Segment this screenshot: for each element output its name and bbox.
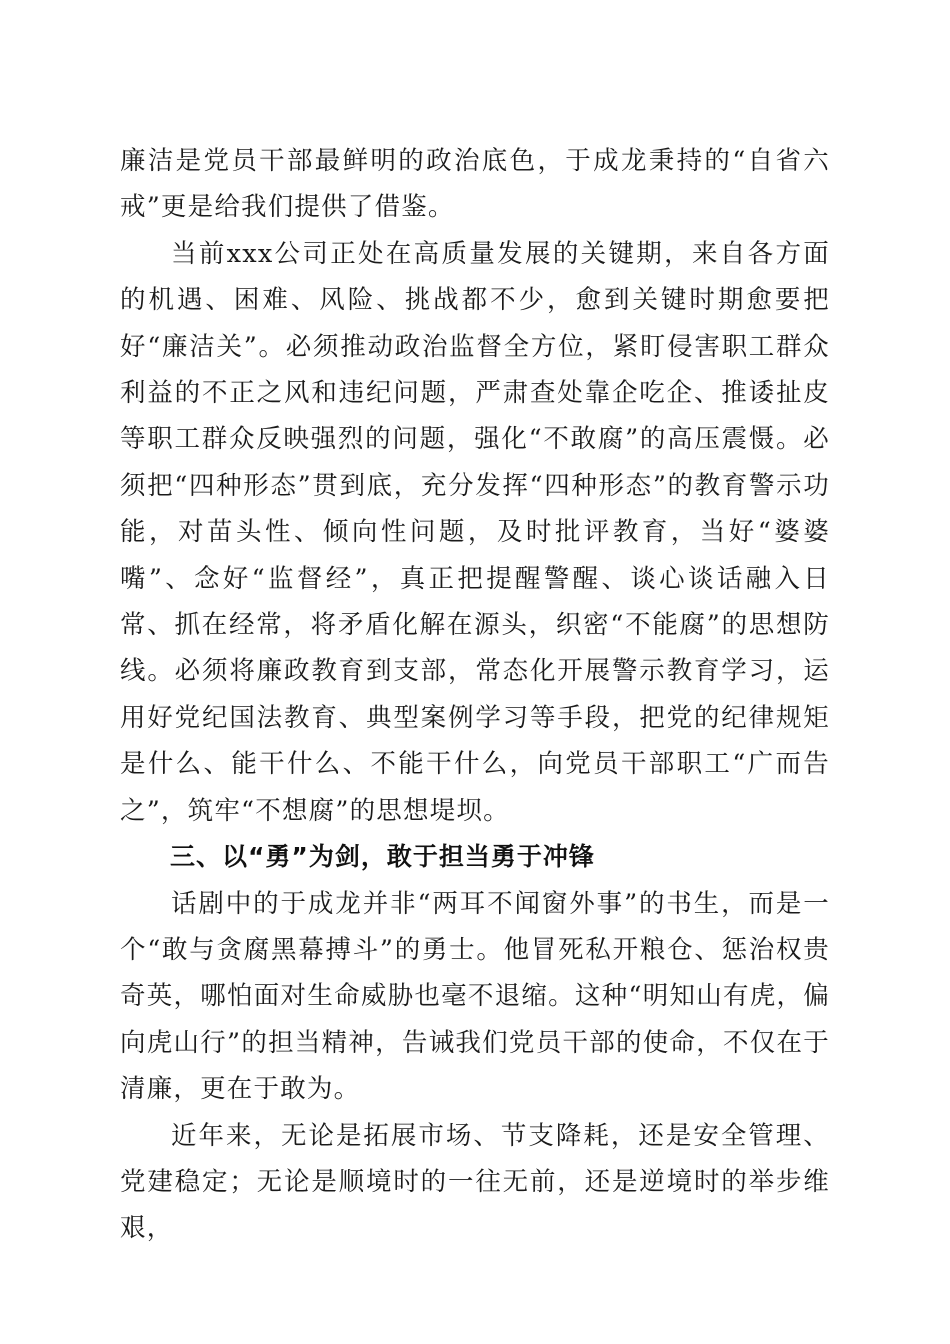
document-body (120, 138, 830, 1252)
paragraph-company-integrity: 当前xxx公司正处在高质量发展的关键期，来自各方面的机遇、困难、风险、挑战都不少，愈到关键时期愈要把好“廉洁关”。必须推动政治监督全方位，紧盯侵害职工群众利益的不正之风和违纪问题，严肃查处靠企吃企、推诿扯皮等职工群众反映强烈的问题，强化“不敢腐”的高压震慑。必须把“四种形态”贯到底，充分发挥“四种形态”的教育警示功能，对苗头性、倾向性问题，及时批评教育，当好“婆婆嘴”、念好“监督经”，真正把提醒警醒、谈心谈话融入日常、抓在经常，将矛盾化解在源头，织密“不能腐”的思想防线。必须将廉政教育到支部，常态化开展警示教育学习，运用好党纪国法教育、典型案例学习等手段，把党的纪律规矩是什么、能干什么、不能干什么，向党员干部职工“广而告之”，筑牢“不想腐”的思想堤坝。 (120, 238, 830, 826)
paragraph-recent-years: 近年来，无论是拓展市场、节支降耗，还是安全管理、党建稳定；无论是顺境时的一往无前，还是逆境时的举步维艰， (120, 1120, 830, 1244)
paragraph-integrity-intro: 廉洁是党员干部最鲜明的政治底色，于成龙秉持的“自省六戒”更是给我们提供了借鉴。 (120, 146, 830, 223)
paragraph-yu-chenglong-courage: 话剧中的于成龙并非“两耳不闻窗外事”的书生，而是一个“敢与贪腐黑幕搏斗”的勇士。他冒死私开粮仓、惩治权贵奇英，哪怕面对生命威胁也毫不退缩。这种“明知山有虎，偏向虎山行”的担当精神，告诫我们党员干部的使命，不仅在于清廉，更在于敢为。 (120, 888, 830, 1105)
section-heading-courage: 三、以“勇”为剑，敢于担当勇于冲锋 (170, 842, 595, 872)
